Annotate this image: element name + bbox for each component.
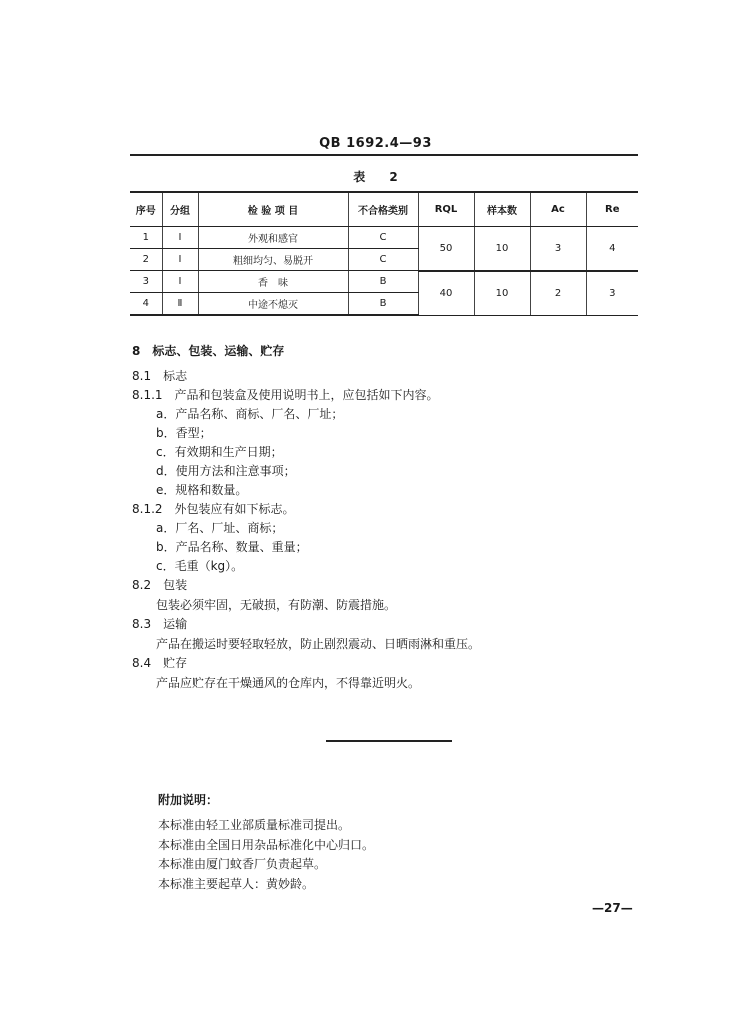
paragraph: 产品应贮存在干燥通风的仓库内，不得靠近明火。: [156, 676, 421, 690]
notes-title: 附加说明：: [158, 793, 219, 807]
header-cell: Ac: [530, 192, 586, 227]
list-item: c．毛重（kg）。: [156, 559, 244, 573]
subsection-title: 8.2 包装: [132, 578, 188, 592]
ac-cell: 3: [530, 227, 586, 271]
row-number: 1: [130, 227, 162, 249]
subsection-title: 8.4 贮存: [132, 656, 188, 670]
row-category: B: [348, 293, 418, 316]
header-cell: 分组: [162, 192, 198, 227]
re-cell: 3: [586, 271, 638, 316]
subsection-title: 8.1.1 产品和包装盒及使用说明书上，应包括如下内容。: [132, 388, 439, 402]
table-header-row: [130, 192, 638, 227]
list-item: a．厂名、厂址、商标；: [156, 521, 284, 535]
paragraph: 产品在搬运时要轻取轻放，防止剧烈震动、日晒雨淋和重压。: [156, 637, 481, 651]
header-cell: 序号: [130, 192, 162, 227]
subsection-title: 8.3 运输: [132, 617, 188, 631]
end-rule: [326, 740, 452, 742]
rql-cell: 40: [418, 271, 474, 316]
subsection-title: 8.1.2 外包装应有如下标志。: [132, 502, 295, 516]
row-number: 4: [130, 293, 162, 316]
list-item: a．产品名称、商标、厂名、厂址；: [156, 407, 344, 421]
subsection-title: 8.1 标志: [132, 369, 188, 383]
rql-cell: 50: [418, 227, 474, 271]
note-line: 本标准由全国日用杂品标准化中心归口。: [158, 838, 375, 852]
row-item: 香 味: [198, 271, 348, 293]
page-number: —27—: [592, 901, 633, 915]
row-number: 3: [130, 271, 162, 293]
note-line: 本标准由厦门蚊香厂负责起草。: [158, 857, 327, 871]
inspection-table: [130, 191, 638, 316]
list-item: c．有效期和生产日期；: [156, 445, 283, 459]
row-number: 2: [130, 249, 162, 271]
paragraph: 包装必须牢固，无破损，有防潮、防震措施。: [156, 598, 397, 612]
section-heading: 8 标志、包装、运输、贮存: [132, 344, 285, 358]
header-cell: Re: [586, 192, 638, 227]
row-item: 粗细均匀、易脱开: [198, 249, 348, 271]
ac-cell: 2: [530, 271, 586, 316]
sample-cell: 10: [474, 271, 530, 316]
row-group: Ⅱ: [162, 293, 198, 316]
note-line: 本标准由轻工业部质量标准司提出。: [158, 818, 351, 832]
list-item: d．使用方法和注意事项；: [156, 464, 296, 478]
header-cell: 样本数: [474, 192, 530, 227]
table-row: [130, 227, 638, 249]
note-line: 本标准主要起草人：黄妙龄。: [158, 877, 315, 891]
re-cell: 4: [586, 227, 638, 271]
sample-cell: 10: [474, 227, 530, 271]
row-category: C: [348, 249, 418, 271]
row-category: C: [348, 227, 418, 249]
list-item: e．规格和数量。: [156, 483, 248, 497]
header-cell: 检 验 项 目: [198, 192, 348, 227]
list-item: b．香型；: [156, 426, 212, 440]
row-group: Ⅰ: [162, 271, 198, 293]
row-item: 外观和感官: [198, 227, 348, 249]
standard-number: QB 1692.4—93: [319, 136, 432, 151]
header-rule: [130, 154, 638, 156]
header-cell: RQL: [418, 192, 474, 227]
header-cell: 不合格类别: [348, 192, 418, 227]
list-item: b．产品名称、数量、重量；: [156, 540, 308, 554]
row-item: 中途不熄灭: [198, 293, 348, 316]
row-category: B: [348, 271, 418, 293]
row-group: Ⅰ: [162, 227, 198, 249]
table-title: 表 2: [353, 170, 408, 184]
row-group: Ⅰ: [162, 249, 198, 271]
table-row: [130, 271, 638, 293]
